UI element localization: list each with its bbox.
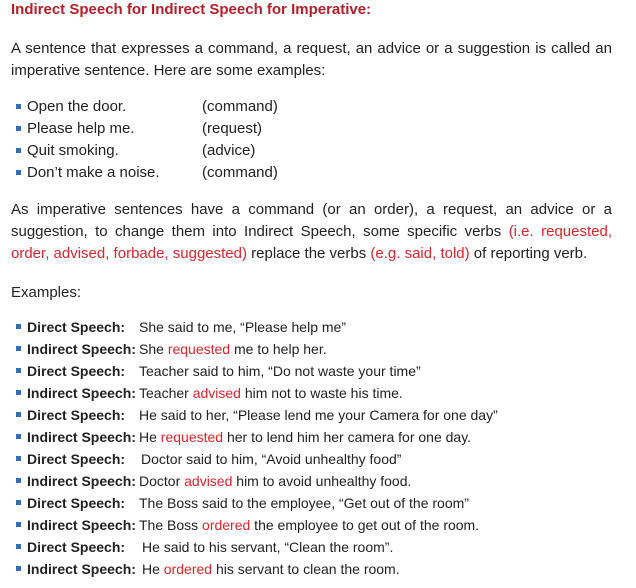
sentence-text: He said to her, “Please lend me your Camera for one day” <box>139 407 498 423</box>
speech-sentence <box>139 382 403 404</box>
speech-sentence <box>139 338 327 360</box>
square-bullet-icon <box>16 566 21 571</box>
replacement-verbs: (i.e. requested, order, advised, forbade, suggested) <box>11 223 612 262</box>
square-bullet-icon <box>16 126 21 131</box>
speech-sentence <box>141 448 401 470</box>
speech-sentence <box>139 514 479 536</box>
example-sentence: Quit smoking. <box>27 142 119 159</box>
sentence-text: the employee to get out of the room. <box>250 517 480 533</box>
examples-label: Examples: <box>11 284 82 301</box>
square-bullet-icon <box>16 148 21 153</box>
sentence-text: He said to his servant, “Clean the room”. <box>142 539 394 555</box>
reporting-verbs: (e.g. said, told) <box>370 245 470 262</box>
square-bullet-icon <box>16 412 21 417</box>
speech-type-label: Indirect Speech: <box>27 385 136 401</box>
sentence-text: She said to me, “Please help me” <box>139 319 346 335</box>
square-bullet-icon <box>16 522 21 527</box>
example-type: (request) <box>202 120 263 137</box>
square-bullet-icon <box>16 434 21 439</box>
sentence-text: his servant to clean the room. <box>212 561 400 577</box>
sentence-text: her to lend him her camera for one day. <box>223 429 472 445</box>
reporting-verb-highlight: requested <box>167 341 231 357</box>
reporting-verb-highlight: advised <box>192 385 241 401</box>
speech-sentence <box>142 558 400 580</box>
example-sentence: Don’t make a noise. <box>27 164 160 181</box>
reporting-verb-highlight: advised <box>184 473 233 489</box>
speech-type-label: Indirect Speech: <box>27 561 136 577</box>
sentence-text: Teacher <box>139 385 193 401</box>
explanation-text: As imperative sentences have a command (or an order), a request, an advice or a suggestion, to change them into Indirect Speech, some specific verbs <box>11 201 612 240</box>
speech-sentence <box>139 316 346 338</box>
explanation-text: of reporting verb. <box>469 245 588 262</box>
reporting-verb-highlight: ordered <box>202 517 251 533</box>
sentence-text: Doctor said to him, “Avoid unhealthy food” <box>141 451 402 467</box>
sentence-text: The Boss said to the employee, “Get out of the room” <box>139 495 469 511</box>
sentence-text: him not to waste his time. <box>240 385 403 401</box>
sentence-text: Doctor <box>139 473 185 489</box>
sentence-text: him to avoid unhealthy food. <box>232 473 412 489</box>
speech-sentence <box>139 426 471 448</box>
sentence-text: He <box>142 561 164 577</box>
square-bullet-icon <box>16 390 21 395</box>
speech-sentence <box>139 470 411 492</box>
reporting-verb-highlight: requested <box>160 429 224 445</box>
section-title: Indirect Speech for Indirect Speech for Imperative: <box>11 1 372 18</box>
square-bullet-icon <box>16 478 21 483</box>
speech-type-label: Indirect Speech: <box>27 473 136 489</box>
explanation-text: replace the verbs <box>247 245 371 262</box>
speech-type-label: Indirect Speech: <box>27 429 136 445</box>
square-bullet-icon <box>16 324 21 329</box>
sentence-text: Teacher said to him, “Do not waste your time” <box>139 363 421 379</box>
speech-type-label: Direct Speech: <box>27 363 126 379</box>
example-type: (command) <box>202 98 278 115</box>
square-bullet-icon <box>16 368 21 373</box>
speech-type-label: Direct Speech: <box>27 407 126 423</box>
square-bullet-icon <box>16 170 21 175</box>
square-bullet-icon <box>16 500 21 505</box>
example-type: (command) <box>202 164 278 181</box>
speech-sentence <box>139 492 469 514</box>
sentence-text: me to help her. <box>230 341 327 357</box>
speech-sentence <box>139 404 498 426</box>
reporting-verb-highlight: ordered <box>163 561 213 577</box>
sentence-text: The Boss <box>139 517 203 533</box>
speech-sentence <box>142 536 393 558</box>
speech-type-label: Direct Speech: <box>27 539 126 555</box>
intro-paragraph: A sentence that expresses a command, a request, an advice or a suggestion is called an imperative sentence. Here are some examples: <box>11 40 612 79</box>
example-type: (advice) <box>202 142 256 159</box>
explanation-paragraph <box>11 199 612 265</box>
square-bullet-icon <box>16 456 21 461</box>
speech-type-label: Direct Speech: <box>27 319 126 335</box>
square-bullet-icon <box>16 544 21 549</box>
example-sentence: Please help me. <box>27 120 135 137</box>
speech-sentence <box>139 360 421 382</box>
speech-type-label: Indirect Speech: <box>27 341 136 357</box>
speech-type-label: Direct Speech: <box>27 495 126 511</box>
speech-type-label: Direct Speech: <box>27 451 126 467</box>
sentence-text: He <box>139 429 161 445</box>
square-bullet-icon <box>16 104 21 109</box>
speech-type-label: Indirect Speech: <box>27 517 136 533</box>
sentence-text: She <box>139 341 168 357</box>
square-bullet-icon <box>16 346 21 351</box>
example-sentence: Open the door. <box>27 98 127 115</box>
